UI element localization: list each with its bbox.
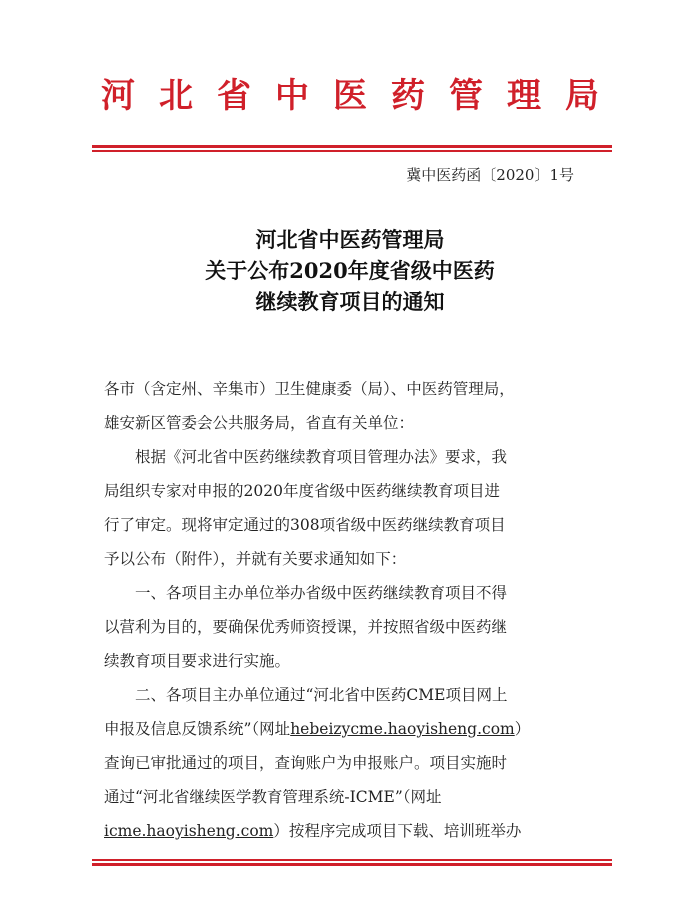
document-number: 冀中医药函〔2020〕1号 (406, 166, 574, 184)
icme-link[interactable]: icme.haoyisheng.com (104, 822, 274, 840)
para2-line-2: 以营利为目的，要确保优秀师资授课，并按照省级中医药继 (104, 618, 508, 636)
para3-line-2 (104, 712, 584, 746)
para3-line-1: 二、各项目主办单位通过“河北省中医药CME项目网上 (135, 686, 508, 704)
para1-line-2: 局组织专家对申报的2020年度省级中医药继续教育项目进 (104, 482, 500, 500)
footer-rule-thin (92, 859, 612, 861)
document-body (104, 372, 584, 848)
title-line-2: 关于公布2020年度省级中医药 (205, 258, 495, 283)
para1-line-4: 予以公布（附件），并就有关要求通知如下： (104, 550, 407, 568)
letterhead-title: 河北省中医药管理局 (101, 76, 623, 116)
title-line-3: 继续教育项目的通知 (255, 289, 445, 314)
salutation (104, 372, 584, 440)
para2-line-1: 一、各项目主办单位举办省级中医药继续教育项目不得 (135, 584, 508, 602)
para3-line-2-close: ） (514, 720, 531, 738)
title-line-1: 河北省中医药管理局 (255, 227, 445, 252)
para3-line-2-text: 申报及信息反馈系统”（网址 (104, 720, 291, 738)
para2-line-3: 续教育项目要求进行实施。 (104, 652, 291, 670)
paragraph-3 (104, 678, 584, 848)
letterhead-rule-thick (92, 145, 612, 148)
salutation-line-1: 各市（含定州、辛集市）卫生健康委（局）、中医药管理局， (104, 380, 515, 398)
para3-line-5 (104, 814, 584, 848)
salutation-line-2: 雄安新区管委会公共服务局，省直有关单位： (104, 414, 415, 432)
document-title (0, 224, 700, 317)
para1-line-1: 根据《河北省中医药继续教育项目管理办法》要求，我 (135, 448, 508, 466)
para3-line-4: 通过“河北省继续医学教育管理系统-ICME”（网址 (104, 788, 442, 806)
hebeizycme-link[interactable]: hebeizycme.haoyisheng.com (290, 720, 515, 738)
para1-line-3: 行了审定。现将审定通过的308项省级中医药继续教育项目 (104, 516, 506, 534)
para3-line-5-text: ）按程序完成项目下载、培训班举办 (273, 822, 522, 840)
paragraph-1 (104, 440, 584, 576)
paragraph-2 (104, 576, 584, 678)
letterhead-rule-thin (92, 150, 612, 152)
para3-line-3: 查询已审批通过的项目，查询账户为申报账户。项目实施时 (104, 754, 508, 772)
footer-rule-thick (92, 863, 612, 866)
